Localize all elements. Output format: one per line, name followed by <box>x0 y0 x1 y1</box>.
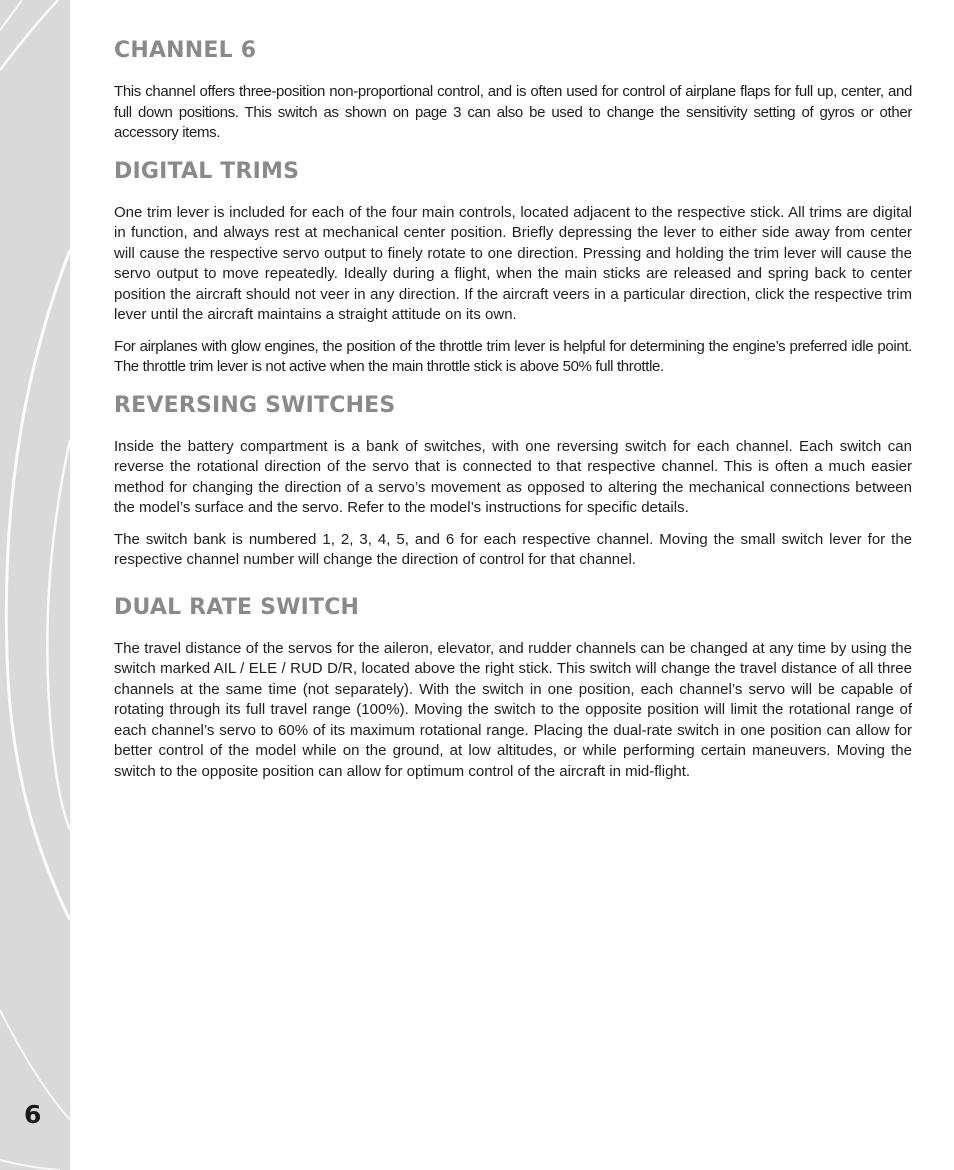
paragraph: Inside the battery compartment is a bank of switches, with one reversing switch for each channel. Each switch can reverse the rotational direction of the servo that is connected to that respective channel. This is often a much easier method for changing the direction of a servo’s movement as opposed to altering the mechanical connections between the model’s surface and the servo. Refer to the model’s instructions for specific details. <box>114 437 912 516</box>
section-heading: DUAL RATE SWITCH <box>114 594 360 620</box>
page-content <box>114 36 912 782</box>
paragraph: This channel offers three-position non-proportional control, and is often used for control of airplane flaps for full up, center, and full down positions. This switch as shown on page 3 can also be used to change the sensitivity setting of gyros or other accessory items. <box>114 83 912 141</box>
section-digital-trims <box>114 157 912 378</box>
decorative-curves <box>0 0 70 1170</box>
paragraph: One trim lever is included for each of the four main controls, located adjacent to the respective stick. All trims are digital in function, and always rest at mechanical center position. Briefly depressing the lever to either side away from center will cause the respective servo output to finely rotate to one direction. Pressing and holding the trim lever will cause the servo output to move repeatedly. Ideally during a flight, when the main sticks are released and spring back to center position the aircraft should not veer in any direction. If the aircraft veers in a particular direction, click the respective trim lever until the aircraft maintains a straight attitude on its own. <box>114 203 912 323</box>
paragraph: The travel distance of the servos for the aileron, elevator, and rudder channels can be changed at any time by using the switch marked AIL / ELE / RUD D/R, located above the right stick. This switch will change the travel distance of all three channels at the same time (not separately). With the switch in one position, each channel’s servo will be capable of rotating through its full travel range (100%). Moving the switch to the opposite position will limit the rotational range of each channel’s servo to 60% of its maximum rotational range. Placing the dual-rate switch in one position can allow for better control of the model while on the ground, at low altitudes, or while performing certain maneuvers. Moving the switch to the opposite position can allow for optimum control of the aircraft in mid-flight. <box>114 639 912 780</box>
section-reversing-switches <box>114 391 912 571</box>
side-decoration-band <box>0 0 70 1170</box>
paragraph: For airplanes with glow engines, the position of the throttle trim lever is helpful for determining the engine’s preferred idle point. The throttle trim lever is not active when the main throttle stick is above 50% full throttle. <box>114 337 912 375</box>
section-heading: REVERSING SWITCHES <box>114 392 396 418</box>
section-heading: DIGITAL TRIMS <box>114 158 300 184</box>
page-number: 6 <box>24 1100 42 1129</box>
section-channel-6 <box>114 36 912 144</box>
paragraph: The switch bank is numbered 1, 2, 3, 4, 5, and 6 for each respective channel. Moving the small switch lever for the respective channel number will change the direction of control for that channel. <box>114 530 912 568</box>
section-dual-rate-switch <box>114 593 912 783</box>
section-heading: CHANNEL 6 <box>114 38 257 63</box>
